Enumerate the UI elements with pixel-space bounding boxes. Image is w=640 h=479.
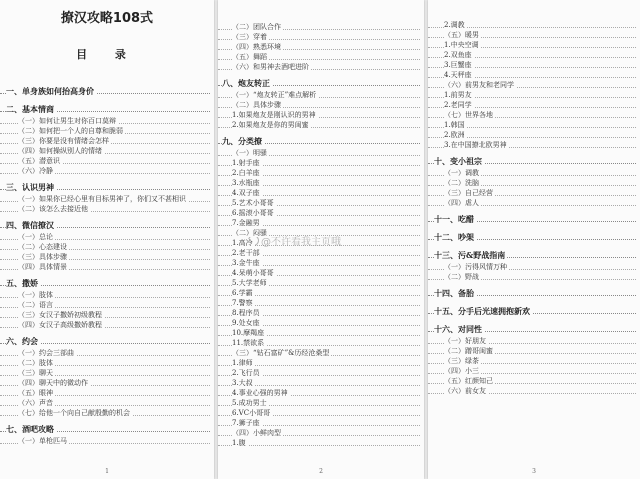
toc-subentry bbox=[0, 378, 214, 388]
toc-entry-text: 3.金牛座 bbox=[232, 259, 260, 267]
toc-entry-text: 三、认识男神 bbox=[6, 182, 54, 192]
toc-entry-text: （三）穿着 bbox=[232, 33, 267, 41]
toc-section-heading bbox=[0, 180, 214, 194]
toc-subentry bbox=[218, 278, 424, 288]
toc-entry-text: 4.天秤座 bbox=[444, 71, 472, 79]
toc-entry-text: 4.双子座 bbox=[232, 189, 260, 197]
toc-section-heading bbox=[428, 248, 640, 262]
toc-entry-text: 3.水瓶座 bbox=[232, 179, 260, 187]
toc-entry-text: 7.狮子座 bbox=[232, 419, 260, 427]
toc-subentry bbox=[428, 188, 640, 198]
toc-subentry bbox=[0, 398, 214, 408]
toc-subentry bbox=[0, 388, 214, 398]
toc-entry-text: 六、约会 bbox=[6, 336, 38, 346]
toc-entry-text: （一）约会三部曲 bbox=[18, 349, 74, 357]
toc-subentry bbox=[428, 178, 640, 188]
toc-entry-text: 10.摩羯座 bbox=[232, 329, 265, 337]
toc-entry-text: 1.高冷 bbox=[232, 239, 253, 247]
toc-subentry bbox=[218, 268, 424, 278]
toc-entry-text: 五、撒娇 bbox=[6, 278, 38, 288]
toc-section-heading bbox=[428, 154, 640, 168]
toc-entry-text: 1.腹 bbox=[232, 439, 246, 447]
toc-entry-text: 七、酒吧攻略 bbox=[6, 424, 54, 434]
toc-entry-text: 3.巨蟹座 bbox=[444, 61, 472, 69]
toc-entry-text: 一、单身族如何抬高身价 bbox=[6, 86, 94, 96]
document-page-1 bbox=[0, 0, 214, 479]
toc-subentry bbox=[0, 252, 214, 262]
toc-subentry bbox=[0, 166, 214, 176]
toc-subentry bbox=[218, 158, 424, 168]
toc-entry-text: （一）“炮友转正”难点解析 bbox=[232, 91, 317, 99]
toc-section-heading bbox=[428, 304, 640, 318]
toc-entry-text: 1.律师 bbox=[232, 359, 253, 367]
toc-entry-text: （二）具体步骤 bbox=[232, 101, 281, 109]
toc-subentry bbox=[218, 32, 424, 42]
toc-subentry bbox=[428, 120, 640, 130]
toc-subentry bbox=[218, 418, 424, 428]
toc-entry-text: （六）前男友和老同学 bbox=[444, 81, 514, 89]
toc-subentry bbox=[0, 156, 214, 166]
toc-subentry bbox=[0, 146, 214, 156]
toc-subentry bbox=[0, 358, 214, 368]
toc-entry-text: （五）潜意识 bbox=[18, 157, 60, 165]
toc-subentry bbox=[218, 198, 424, 208]
toc-subentry bbox=[0, 348, 214, 358]
toc-subentry bbox=[218, 52, 424, 62]
toc-entry-text: （一）污得风情万种 bbox=[444, 263, 507, 271]
toc-subentry bbox=[428, 100, 640, 110]
toc-entry-text: （四）小三 bbox=[444, 367, 479, 375]
toc-subentry bbox=[428, 90, 640, 100]
toc-subentry bbox=[218, 90, 424, 100]
toc-entry-text: 6.VC小哥哥 bbox=[232, 409, 271, 417]
toc-entry-text: 十二、吵架 bbox=[434, 232, 474, 242]
toc-subentry bbox=[0, 320, 214, 330]
toc-section-heading bbox=[428, 286, 640, 300]
toc-entry-text: （五）红颜知己 bbox=[444, 377, 493, 385]
toc-subentry bbox=[428, 60, 640, 70]
toc-subentry bbox=[0, 204, 214, 214]
toc-entry-text: （七）给他一个向自己献殷勤的机会 bbox=[18, 409, 130, 417]
toc-entry-text: 八、炮友转正 bbox=[222, 78, 270, 88]
toc-entry-text: 十三、污&野战指南 bbox=[434, 250, 506, 260]
toc-entry-text: （三）绿茶 bbox=[444, 357, 479, 365]
toc-entry-text: 九、分类撩 bbox=[222, 136, 262, 146]
toc-subentry bbox=[0, 290, 214, 300]
toc-subentry bbox=[218, 218, 424, 228]
toc-subentry bbox=[218, 348, 424, 358]
toc-entry-text: （四）聊天中的微动作 bbox=[18, 379, 88, 387]
toc-section-heading bbox=[0, 102, 214, 116]
toc-entry-text: 6.学霸 bbox=[232, 289, 253, 297]
toc-entries-page-3 bbox=[428, 20, 640, 396]
toc-subentry bbox=[428, 50, 640, 60]
toc-subentry bbox=[428, 376, 640, 386]
toc-entry-text: （二）如何把一个人的自尊和脆弱 bbox=[18, 127, 123, 135]
toc-subentry bbox=[218, 368, 424, 378]
toc-entry-text: 2.欧洲 bbox=[444, 131, 465, 139]
toc-entry-text: 1.射手座 bbox=[232, 159, 260, 167]
toc-entry-text: 十、变小祖宗 bbox=[434, 156, 482, 166]
toc-entry-text: （一）调教 bbox=[444, 169, 479, 177]
toc-entry-text: 1.如果炮友是刚认识的男神 bbox=[232, 111, 316, 119]
toc-subentry bbox=[218, 22, 424, 32]
toc-subentry bbox=[428, 272, 640, 282]
toc-entry-text: （五）暖男 bbox=[444, 31, 479, 39]
toc-entry-text: 3.在中国撩北欧男神 bbox=[444, 141, 507, 149]
toc-subentry bbox=[218, 408, 424, 418]
toc-subentry bbox=[218, 148, 424, 158]
toc-entry-text: 1.中央空调 bbox=[444, 41, 479, 49]
toc-subentry bbox=[218, 120, 424, 130]
toc-subentry bbox=[218, 178, 424, 188]
toc-subentry bbox=[428, 70, 640, 80]
toc-subentry bbox=[218, 438, 424, 448]
toc-section-heading bbox=[428, 212, 640, 226]
toc-entry-text: 7.警察 bbox=[232, 299, 253, 307]
toc-entry-text: （二）语言 bbox=[18, 301, 53, 309]
toc-subentry bbox=[0, 262, 214, 272]
toc-subentry bbox=[428, 346, 640, 356]
toc-subentry bbox=[428, 20, 640, 30]
toc-subentry bbox=[428, 262, 640, 272]
toc-entry-text: （六）声音 bbox=[18, 399, 53, 407]
toc-subentry bbox=[0, 300, 214, 310]
toc-subentry bbox=[218, 398, 424, 408]
toc-subentry bbox=[218, 42, 424, 52]
toc-entry-text: 四、微信撩汉 bbox=[6, 220, 54, 230]
toc-entry-text: 2.老干部 bbox=[232, 249, 260, 257]
toc-entry-text: 7.金融男 bbox=[232, 219, 260, 227]
toc-section-heading bbox=[0, 276, 214, 290]
toc-subentry bbox=[218, 258, 424, 268]
toc-subentry bbox=[428, 140, 640, 150]
toc-entry-text: （四）虐人 bbox=[444, 199, 479, 207]
toc-subentry bbox=[218, 208, 424, 218]
toc-subentry bbox=[428, 40, 640, 50]
toc-entry-text: （一）好朋友 bbox=[444, 337, 486, 345]
toc-entry-text: 1.韩国 bbox=[444, 121, 465, 129]
toc-entry-text: （二）洗脑 bbox=[444, 179, 479, 187]
toc-subentry bbox=[218, 328, 424, 338]
toc-entry-text: （二）肢体 bbox=[18, 359, 53, 367]
toc-entry-text: （二）蹭哥闺蜜 bbox=[444, 347, 493, 355]
toc-entry-text: 9.处女座 bbox=[232, 319, 260, 327]
toc-subentry bbox=[428, 336, 640, 346]
toc-section-heading bbox=[428, 230, 640, 244]
toc-subentry bbox=[0, 310, 214, 320]
toc-entry-text: （四）小鲜肉型 bbox=[232, 429, 281, 437]
toc-entry-text: （七）世界各地 bbox=[444, 111, 493, 119]
toc-entry-text: 二、基本情商 bbox=[6, 104, 54, 114]
toc-entry-text: （六）前女友 bbox=[444, 387, 486, 395]
toc-subentry bbox=[218, 308, 424, 318]
toc-subentry bbox=[0, 126, 214, 136]
toc-entry-text: 8.程序员 bbox=[232, 309, 260, 317]
toc-entry-text: 2.老同学 bbox=[444, 101, 472, 109]
toc-entry-text: 2.双鱼座 bbox=[444, 51, 472, 59]
toc-subentry bbox=[218, 248, 424, 258]
toc-subentry bbox=[0, 436, 214, 446]
toc-subentry bbox=[218, 288, 424, 298]
toc-subentry bbox=[0, 232, 214, 242]
toc-entry-text: 6.摇滚小哥哥 bbox=[232, 209, 274, 217]
toc-entry-text: （三）女汉子撒娇初级教程 bbox=[18, 311, 102, 319]
toc-section-heading bbox=[0, 334, 214, 348]
toc-entry-text: （四）女汉子高级撒娇教程 bbox=[18, 321, 102, 329]
toc-subentry bbox=[218, 318, 424, 328]
toc-entry-text: （一）单枪匹马 bbox=[18, 437, 67, 445]
toc-entry-text: （二）团队合作 bbox=[232, 23, 281, 31]
toc-subentry bbox=[218, 338, 424, 348]
toc-subentry bbox=[218, 428, 424, 438]
toc-entry-text: 2.如果炮友是你的男闺蜜 bbox=[232, 121, 309, 129]
toc-section-heading bbox=[218, 134, 424, 148]
toc-subentry bbox=[0, 368, 214, 378]
toc-subentry bbox=[218, 378, 424, 388]
page-number: 2 bbox=[319, 468, 323, 475]
toc-subentry bbox=[428, 80, 640, 90]
toc-subentry bbox=[218, 358, 424, 368]
document-page-3 bbox=[428, 0, 640, 479]
toc-subentry bbox=[428, 168, 640, 178]
toc-heading: 目 录 bbox=[76, 48, 138, 61]
toc-entry-text: 5.艺术小哥哥 bbox=[232, 199, 274, 207]
toc-entry-text: （一）总论 bbox=[18, 233, 53, 241]
page-number: 1 bbox=[105, 468, 109, 475]
toc-entry-text: （四）如何操纵别人的情绪 bbox=[18, 147, 102, 155]
toc-subentry bbox=[0, 242, 214, 252]
toc-subentry bbox=[428, 198, 640, 208]
toc-entry-text: 5.大学老师 bbox=[232, 279, 267, 287]
toc-entry-text: 4.呆萌小哥哥 bbox=[232, 269, 274, 277]
toc-entry-text: （二）闷骚 bbox=[232, 229, 267, 237]
toc-subentry bbox=[218, 298, 424, 308]
toc-entry-text: （三）聊天 bbox=[18, 369, 53, 377]
toc-subentry bbox=[428, 356, 640, 366]
toc-entry-text: 十五、分手后光速拥抱新欢 bbox=[434, 306, 530, 316]
toc-subentry bbox=[218, 168, 424, 178]
toc-entry-text: 1.前男友 bbox=[444, 91, 472, 99]
toc-section-heading bbox=[0, 218, 214, 232]
toc-subentry bbox=[428, 366, 640, 376]
toc-section-heading bbox=[0, 84, 214, 98]
toc-entry-text: （五）舞蹈 bbox=[232, 53, 267, 61]
toc-entry-text: 2.白羊座 bbox=[232, 169, 260, 177]
watermark-text: @不许看我主页哦 bbox=[261, 237, 341, 248]
toc-entry-text: （二）该怎么去接近他 bbox=[18, 205, 88, 213]
document-title: 撩汉攻略108式 bbox=[60, 11, 154, 26]
toc-entry-text: 十一、吃醋 bbox=[434, 214, 474, 224]
toc-entry-text: （五）眼神 bbox=[18, 389, 53, 397]
toc-subentry bbox=[428, 110, 640, 120]
toc-subentry bbox=[218, 388, 424, 398]
toc-entry-text: （三）自己经营 bbox=[444, 189, 493, 197]
toc-entry-text: 十六、对同性 bbox=[434, 324, 482, 334]
toc-entry-text: 4.事业心强的男神 bbox=[232, 389, 288, 397]
toc-subentry bbox=[218, 100, 424, 110]
toc-subentry bbox=[428, 130, 640, 140]
toc-entry-text: 5.成功男士 bbox=[232, 399, 267, 407]
toc-entry-text: 3.大叔 bbox=[232, 379, 253, 387]
toc-entry-text: 11.禁欲系 bbox=[232, 339, 265, 347]
toc-section-heading bbox=[428, 322, 640, 336]
toc-entry-text: 十四、备胎 bbox=[434, 288, 474, 298]
toc-subentry bbox=[0, 408, 214, 418]
toc-entry-text: （六）和男神去酒吧进阶 bbox=[232, 63, 309, 71]
toc-entry-text: （三）具体步骤 bbox=[18, 253, 67, 261]
toc-subentry bbox=[0, 136, 214, 146]
toc-entry-text: （四）具体情景 bbox=[18, 263, 67, 271]
toc-entry-text: （一）肢体 bbox=[18, 291, 53, 299]
toc-entry-text: （六）冷静 bbox=[18, 167, 53, 175]
toc-entry-text: 2.飞行员 bbox=[232, 369, 260, 377]
toc-subentry bbox=[218, 110, 424, 120]
toc-entry-text: （一）如何让男生对你百口莫辩 bbox=[18, 117, 116, 125]
toc-subentry bbox=[0, 116, 214, 126]
toc-entry-text: （三）“钻石富矿”&历经沧桑型 bbox=[232, 349, 330, 357]
toc-entry-text: （二）心态建设 bbox=[18, 243, 67, 251]
toc-subentry bbox=[428, 386, 640, 396]
toc-subentry bbox=[218, 188, 424, 198]
toc-entries-page-1 bbox=[0, 80, 214, 446]
toc-subentry bbox=[0, 194, 214, 204]
toc-section-heading bbox=[218, 76, 424, 90]
toc-entry-text: （一）明骚 bbox=[232, 149, 267, 157]
toc-entry-text: （二）野战 bbox=[444, 273, 479, 281]
toc-entry-text: （四）熟悉环境 bbox=[232, 43, 281, 51]
toc-subentry bbox=[428, 30, 640, 40]
toc-entry-text: （一）如果你已经心里有目标男神了，你们又不甚相识 bbox=[18, 195, 186, 203]
toc-subentry bbox=[218, 62, 424, 72]
toc-entry-text: （三）你要是没有情绪会怎样 bbox=[18, 137, 109, 145]
toc-section-heading bbox=[0, 422, 214, 436]
page-number: 3 bbox=[532, 468, 536, 475]
toc-entry-text: 2.调教 bbox=[444, 21, 465, 29]
